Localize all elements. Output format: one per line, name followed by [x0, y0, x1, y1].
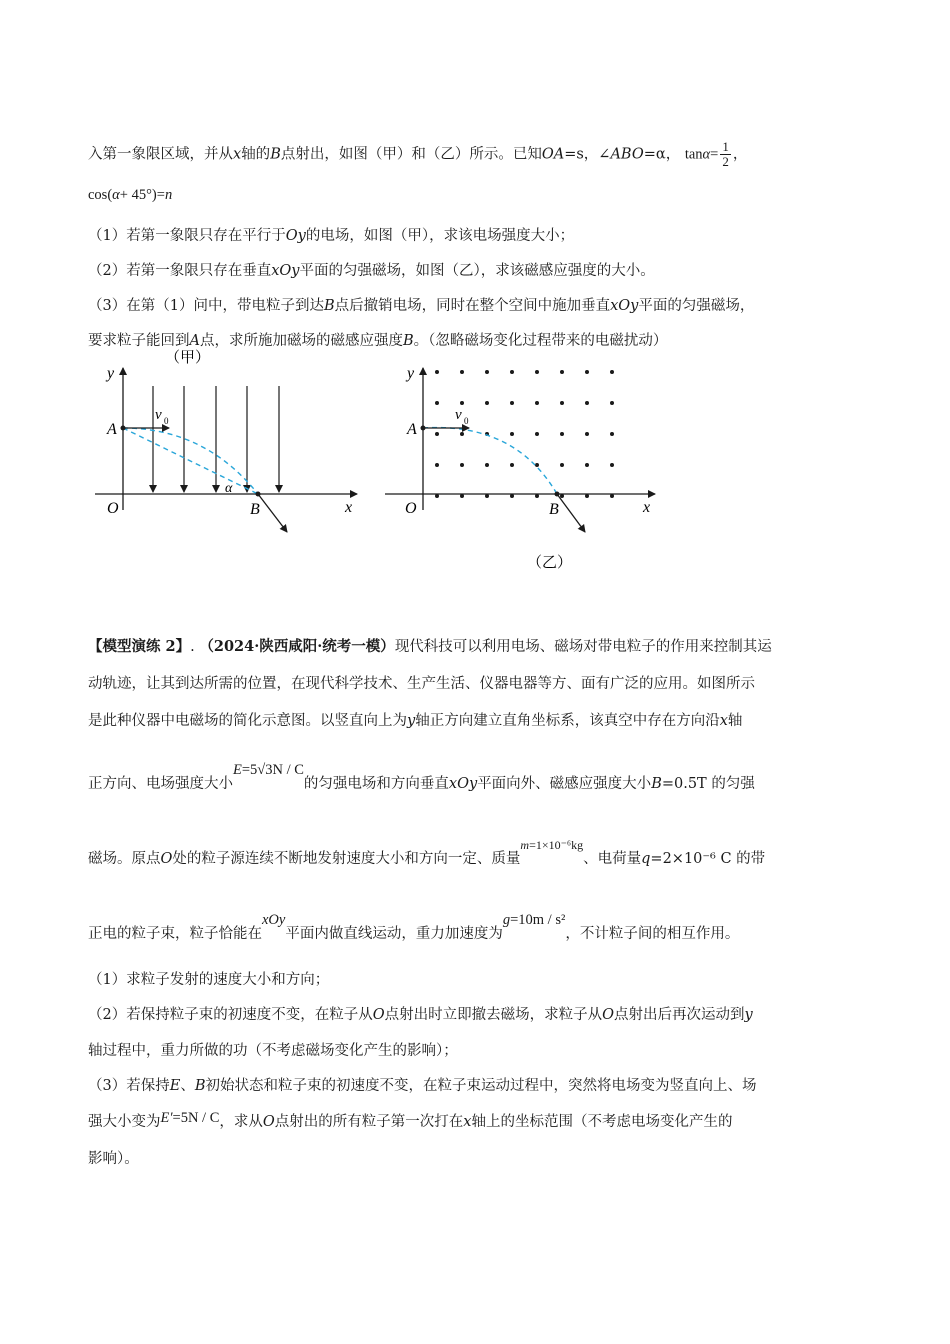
- var-y: y: [407, 713, 416, 729]
- var-O: O: [262, 1114, 275, 1130]
- var-B: B: [402, 333, 414, 349]
- field-dot: [510, 432, 514, 436]
- text: 初始状态和粒子束的初速度不变，在粒子束运动过程中，突然将电场变为竖直向上、场: [205, 1078, 757, 1094]
- field-dot: [435, 370, 439, 374]
- label-v-sub: 0: [164, 416, 169, 426]
- var-alpha: α: [112, 187, 120, 203]
- label-y: y: [107, 365, 115, 382]
- exit-arrow: [557, 494, 585, 532]
- text: 正电的粒子束，粒子恰能在: [88, 926, 262, 942]
- label-A: A: [407, 421, 417, 438]
- field-dot: [560, 432, 564, 436]
- text: （2）若保持粒子束的初速度不变，在粒子从: [88, 1007, 373, 1023]
- field-dot: [610, 432, 614, 436]
- text: 点射出，如图（甲）和（乙）所示。已知: [280, 146, 542, 163]
- var-xOy: xOy: [448, 776, 478, 792]
- p2-line-2: 动轨迹，让其到达所需的位置，在现代科学技术、生产生活、仪器电器等方、面有广泛的应用。如图所示: [88, 676, 755, 692]
- text: （1）若第一象限只存在平行于: [88, 228, 286, 244]
- equals: =: [710, 146, 719, 163]
- text: 轴上的坐标范围（不考虑电场变化产生的: [471, 1114, 733, 1130]
- label-v: v: [455, 407, 462, 423]
- figure-yi: [385, 362, 665, 577]
- var-Oy: Oy: [285, 228, 306, 244]
- cos-func: cos(: [88, 187, 113, 203]
- text: 磁场。原点: [88, 851, 161, 867]
- field-dot: [560, 401, 564, 405]
- formula-E-prime: [161, 1110, 220, 1126]
- label-A: A: [107, 421, 117, 438]
- field-dot: [460, 370, 464, 374]
- field-dot: [610, 370, 614, 374]
- text: 入第一象限区域，并从: [88, 146, 233, 163]
- text: 处的粒子源连续不断地发射速度大小和方向一定、质量: [172, 851, 521, 867]
- var-E-prime: E′: [160, 1110, 173, 1126]
- p2-line-1: [88, 637, 772, 657]
- field-dot: [460, 432, 464, 436]
- text: 、: [180, 1078, 195, 1094]
- text: ，不计粒子间的相互作用。: [565, 926, 740, 942]
- p2-line-4: [88, 762, 755, 794]
- var-xOy: xOy: [262, 912, 286, 928]
- var-x: x: [233, 146, 242, 163]
- var-A: A: [189, 333, 200, 349]
- text: 点射出的所有粒子第一次打在: [274, 1114, 464, 1130]
- label-O: O: [107, 500, 119, 517]
- field-dot: [435, 401, 439, 405]
- field-dot: [460, 401, 464, 405]
- p2-line-6: [88, 912, 740, 944]
- p2-question-2-line-2: 轴过程中，重力所做的功（不考虑磁场变化产生的影响）；: [88, 1043, 458, 1059]
- field-dot: [485, 494, 489, 498]
- chord-AB: [123, 428, 258, 494]
- field-dot: [585, 401, 589, 405]
- field-dot: [560, 370, 564, 374]
- question-3-line-1: [88, 296, 754, 316]
- field-dot: [460, 494, 464, 498]
- var-O: O: [372, 1007, 385, 1023]
- text: 轴正方向建立直角坐标系，该真空中存在方向沿: [415, 713, 720, 729]
- point-A: [421, 426, 426, 431]
- p2-question-3-line-3: 影响）。: [88, 1151, 139, 1167]
- text: ，: [732, 146, 748, 163]
- text: 的电场，如图（甲），求该电场强度大小；: [305, 228, 575, 244]
- var-B: B: [651, 776, 662, 792]
- var-xOy: xOy: [610, 298, 639, 314]
- field-dot: [510, 494, 514, 498]
- text: （2）若第一象限只存在垂直: [88, 263, 272, 279]
- denominator: 2: [722, 154, 729, 169]
- field-dot: [535, 463, 539, 467]
- field-dot: [510, 401, 514, 405]
- var-x: x: [463, 1114, 472, 1130]
- text: （3）在第（1）问中，带电粒子到达: [88, 298, 324, 314]
- text: =2×10⁻⁶ C 的带: [650, 851, 766, 867]
- text: 。（忽略磁场变化过程带来的电磁扰动）: [413, 333, 668, 349]
- var-xOy: xOy: [271, 263, 300, 279]
- var-E: E: [169, 1078, 181, 1094]
- field-dot: [585, 432, 589, 436]
- text: 平面的匀强磁场，: [638, 298, 755, 314]
- numerator: 1: [722, 139, 729, 154]
- text: =0.5T 的匀强: [661, 776, 755, 792]
- text: 轴: [727, 713, 743, 729]
- text: .: [190, 639, 200, 655]
- formula-E: [233, 762, 304, 778]
- point-A: [121, 426, 126, 431]
- field-dot: [435, 463, 439, 467]
- field-dot: [585, 494, 589, 498]
- text: 轴的: [241, 146, 271, 163]
- var-m: m: [520, 838, 530, 852]
- text: （3）若保持: [88, 1078, 170, 1094]
- p2-question-2-line-1: [88, 1005, 753, 1025]
- exit-arrow: [258, 494, 287, 532]
- p1-line-1: [88, 140, 747, 169]
- field-dot: [610, 494, 614, 498]
- var-x: x: [719, 713, 728, 729]
- field-dot: [560, 494, 564, 498]
- var-B: B: [194, 1078, 206, 1094]
- field-dot: [510, 370, 514, 374]
- var-ABO: ABO: [610, 146, 644, 163]
- p2-question-3-line-1: [88, 1076, 756, 1096]
- field-dot: [485, 463, 489, 467]
- var-E: E: [233, 762, 242, 778]
- label-alpha: α: [225, 481, 233, 496]
- field-dot: [585, 370, 589, 374]
- label-v: v: [155, 407, 162, 423]
- field-dot: [535, 401, 539, 405]
- var-y: y: [744, 1007, 753, 1023]
- question-3-line-2: [88, 331, 667, 351]
- question-2: [88, 261, 655, 281]
- text: 点，求所施加磁场的磁感应强度: [199, 333, 403, 349]
- text: 、电荷量: [583, 851, 642, 867]
- label-v-sub: 0: [464, 416, 469, 426]
- text: 现代科技可以利用电场、磁场对带电粒子的作用来控制其运: [394, 639, 772, 655]
- caption-yi: （乙）: [527, 555, 573, 571]
- text: + 45°: [119, 187, 152, 203]
- value-E-prime: =5N / C: [172, 1110, 220, 1126]
- label-B: B: [250, 501, 260, 518]
- p1-line-2: [88, 185, 172, 205]
- label-x: x: [643, 499, 651, 516]
- p2-line-3: [88, 711, 742, 731]
- var-g: g: [502, 912, 511, 928]
- var-n: n: [164, 187, 173, 203]
- field-dot: [460, 463, 464, 467]
- value-m: =1×10⁻⁶kg: [529, 838, 584, 852]
- text: 强大小变为: [88, 1114, 161, 1130]
- text: 点射出后再次运动到: [614, 1007, 745, 1023]
- text: 要求粒子能回到: [88, 333, 190, 349]
- text: =α，: [643, 146, 681, 163]
- text: 平面内做直线运动，重力加速度为: [285, 926, 503, 942]
- var-O: O: [602, 1007, 615, 1023]
- figure-jia: [95, 350, 370, 577]
- label-B: B: [549, 501, 559, 518]
- field-dot: [560, 463, 564, 467]
- var-OA: OA: [541, 146, 565, 163]
- text: =s，∠: [564, 146, 611, 163]
- text: 平面向外、磁感应强度大小: [477, 776, 652, 792]
- text: 平面的匀强磁场，如图（乙），求该磁感应强度的大小。: [299, 263, 655, 279]
- trajectory-arc: [423, 428, 557, 494]
- formula-m: [520, 838, 583, 852]
- p2-question-1: （1）求粒子发射的速度大小和方向；: [88, 972, 330, 988]
- value-g: =10m / s²: [510, 912, 566, 928]
- field-dot: [435, 494, 439, 498]
- text: ): [151, 187, 157, 203]
- label-x: x: [345, 499, 353, 516]
- label-O: O: [405, 500, 417, 517]
- value-E: =5√3N / C: [241, 762, 304, 778]
- magnetic-field-dots: [435, 370, 614, 498]
- question-1: [88, 226, 574, 246]
- field-dot: [535, 370, 539, 374]
- field-dot: [610, 463, 614, 467]
- text: ，求从: [219, 1114, 263, 1130]
- var-q: q: [641, 851, 651, 867]
- field-dot: [510, 463, 514, 467]
- label-y: y: [407, 365, 415, 382]
- text: 是此种仪器中电磁场的简化示意图。以竖直向上为: [88, 713, 407, 729]
- var-B: B: [323, 298, 335, 314]
- field-dot: [485, 370, 489, 374]
- p2-question-3-line-2: [88, 1112, 732, 1132]
- var-O: O: [160, 851, 173, 867]
- text: 点后撤销电场，同时在整个空间中施加垂直: [334, 298, 611, 314]
- field-dot: [610, 401, 614, 405]
- tan-func: tan: [684, 146, 703, 163]
- var-B: B: [270, 146, 281, 163]
- field-dot: [585, 463, 589, 467]
- text: 正方向、电场强度大小: [88, 776, 233, 792]
- caption-jia: （甲）: [165, 350, 211, 366]
- field-dot: [535, 432, 539, 436]
- equals: =: [156, 187, 165, 203]
- field-dot: [435, 432, 439, 436]
- field-dot: [485, 401, 489, 405]
- field-dot: [535, 494, 539, 498]
- fraction-half: [720, 140, 731, 169]
- var-alpha: α: [702, 146, 711, 163]
- text: 点射出时立即撤去磁场，求粒子从: [384, 1007, 603, 1023]
- section-heading: 【模型演练 2】: [88, 638, 191, 655]
- formula-g: [503, 912, 565, 928]
- text: 的匀强电场和方向垂直: [303, 776, 449, 792]
- source-tag: （2024·陕西咸阳·统考一模）: [199, 638, 395, 655]
